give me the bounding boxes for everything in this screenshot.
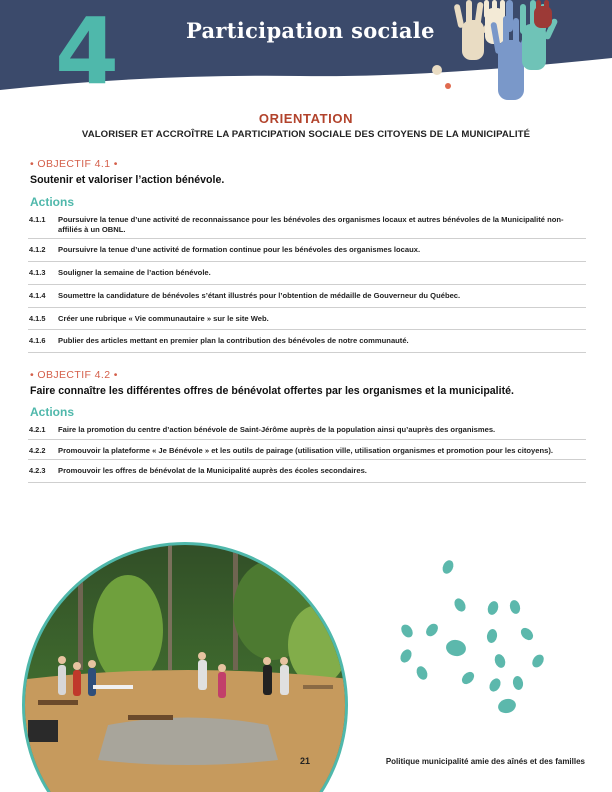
action-number: 4.2.1 [29, 425, 46, 434]
page-header [0, 0, 612, 105]
orientation-label: ORIENTATION [258, 111, 354, 126]
action-row [28, 440, 586, 461]
action-text: Publier des articles mettant en premier plan la contribution des bénévoles de notre communauté. [58, 336, 409, 346]
action-row [28, 421, 586, 440]
action-text: Poursuivre la tenue d’une activité de formation continue pour les bénévoles des organismes locaux. [58, 245, 421, 255]
hands-icon [0, 0, 612, 110]
action-number: 4.1.3 [29, 268, 46, 278]
action-text: Souligner la semaine de l’action bénévole. [58, 268, 211, 278]
objective-title: Faire connaître les différentes offres de bénévolat offertes par les organismes et la municipalité. [30, 385, 514, 397]
action-row [28, 285, 586, 308]
action-row [28, 330, 586, 353]
action-number: 4.2.2 [29, 445, 46, 455]
action-text: Promouvoir les offres de bénévolat de la Municipalité auprès des écoles secondaires. [58, 466, 367, 476]
action-row [28, 308, 586, 331]
page-number: 21 [300, 756, 311, 766]
action-number: 4.1.1 [29, 215, 46, 224]
objective-label: • OBJECTIF 4.2 • [30, 369, 118, 381]
actions-heading: Actions [30, 405, 75, 419]
action-list [28, 211, 586, 353]
action-row [28, 211, 586, 239]
action-row [28, 262, 586, 285]
action-text: Soumettre la candidature de bénévoles s’étant illustrés pour l’obtention de médaille de Gouverneur du Québec. [58, 290, 461, 300]
objective-title: Soutenir et valoriser l’action bénévole. [30, 174, 225, 186]
action-number: 4.1.6 [29, 336, 46, 346]
action-number: 4.1.4 [29, 290, 46, 300]
park-gathering-photo [18, 520, 358, 792]
orientation-text: VALORISER ET ACCROÎTRE LA PARTICIPATION SOCIALE DES CITOYENS DE LA MUNICIPALITÉ [81, 129, 531, 140]
action-list [28, 421, 586, 483]
action-text: Créer une rubrique « Vie communautaire » sur le site Web. [58, 313, 269, 323]
page-title: Participation sociale [186, 18, 435, 43]
action-row [28, 239, 586, 262]
action-number: 4.1.2 [29, 245, 46, 255]
action-text: Faire la promotion du centre d’action bénévole de Saint-Jérôme auprès de la population ainsi qu’auprès des organismes. [58, 425, 496, 434]
actions-heading: Actions [30, 195, 75, 209]
leaf-pattern-icon [390, 555, 560, 725]
action-number: 4.1.5 [29, 313, 46, 323]
chapter-number: 4 [55, 0, 120, 105]
action-number: 4.2.3 [29, 466, 46, 476]
objective-label: • OBJECTIF 4.1 • [30, 158, 118, 170]
action-row [28, 460, 586, 483]
action-text: Promouvoir la plateforme « Je Bénévole » et les outils de pairage (utilisation ville, utilisation organismes et promotion pour les citoyens). [58, 445, 553, 455]
action-text: Poursuivre la tenue d’une activité de reconnaissance pour les bénévoles des organismes locaux et autres bénévoles de la Municipalité non-affiliés à un OBNL. [58, 215, 564, 234]
document-title: Politique municipalité amie des aînés et des familles [385, 757, 585, 766]
